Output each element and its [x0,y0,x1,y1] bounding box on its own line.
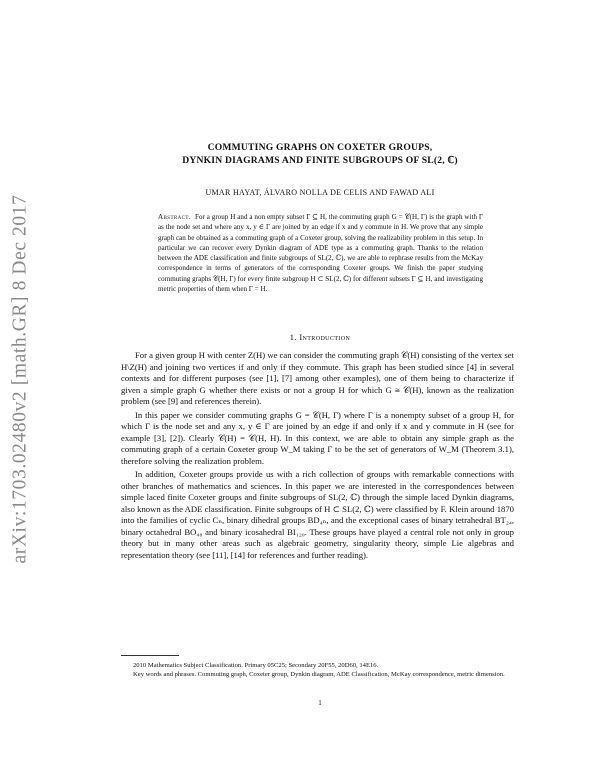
page-number: 1 [318,699,322,707]
abstract-heading: Abstract. [158,213,192,221]
body-text [121,350,514,561]
paragraph: In this paper we consider commuting graphs G = 𝒞(H, Γ) where Γ is a nonempty subset of a group H, for which Γ is the node set and any x, y ∈ Γ are joined by an edge if and only if x and y commute in H (see for example [3], [2]). Clearly 𝒞(H) = 𝒞(H, H). In this context, we are able to obtain any simple graph as the commuting graph of a certain Coxeter group W_M taking Γ to be the set of generators of W_M (Theorem 3.1), therefore solving the realization problem. [121,409,514,466]
paragraph: For a given group H with center Z(H) we can consider the commuting graph 𝒞(H) consisting of the vertex set H\Z(H) and joining two vertices if and only if they commute. This graph has been studied since [4] in several contexts and for different purposes (see [1], [7] among other examples), one of them being to characterize if given a simple graph G whether there exists or not a group H for which G ≅ 𝒞(H), known as the realization problem (see [9] and references therein). [121,350,514,406]
abstract [158,212,483,294]
title-line-1: COMMUTING GRAPHS ON COXETER GROUPS, [207,142,433,153]
footnote-keywords: Key words and phrases. Commuting graph, Coxeter group, Dynkin diagram, ADE Classification, McKay correspondence, metric dimension. [133,671,505,679]
footnotes [121,661,514,680]
title-line-2: DYNKIN DIAGRAMS AND FINITE SUBGROUPS OF SL(2, ℂ) [182,155,458,166]
abstract-text: For a group H and a non empty subset Γ ⊆ H, the commuting graph G = 𝒞(H, Γ) is the graph with Γ as the node set and where any x, y ∈ Γ are joined by an edge if x and y commute in H. We prove that any simple graph can be obtained as a commuting graph of a Coxeter group, solving the realizability problem in this setup. In particular we can recover every Dynkin diagram of ADE type as a commuting graph. Thanks to the relation between the ADE classification and finite subgroups of SL(2, ℂ), we are able to rephrase results from the McKay correspondence in terms of generators of the corresponding Coxeter groups. We finish the paper studying commuting graphs 𝒞(H, Γ) for every finite subgroup H ⊂ SL(2, ℂ) for different subsets Γ ⊆ H, and investigating metric properties of them when Γ = H. [158,213,483,293]
paper-title [90,141,550,167]
paragraph: In addition, Coxeter groups provide us with a rich collection of groups with remarkable connections with other branches of mathematics and sciences. In this paper we are interested in the correspondences between simple laced finite Coxeter groups and finite subgroups of SL(2, ℂ) through the simple laced Dynkin diagrams, also known as the ADE classification. Finite subgroups of H ⊂ SL(2, ℂ) were classified by F. Klein around 1870 into the families of cyclic Cₙ, binary dihedral groups BD₄ₙ, and the exceptional cases of binary tetrahedral BT₂₄, binary octahedral BO₄₈ and binary icosahedral BI₁₂₀. These groups have played a central role not only in group theory but in many other areas such as algebraic geometry, singularity theory, simple Lie algebras and representation theory (see [11], [14] for references and further reading). [121,469,514,560]
section-heading: 1. Introduction [289,333,351,342]
arxiv-side-identifier [2,174,38,584]
authors: UMAR HAYAT, ÁLVARO NOLLA DE CELIS AND FAWAD ALI [205,188,435,197]
arxiv-identifier-text: arXiv:1703.02480v2 [math.GR] 8 Dec 2017 [9,194,30,564]
footnote-classification: 2010 Mathematics Subject Classification. Primary 05C25; Secondary 20F55, 20D60, 14E16. [133,662,379,669]
footnote-rule [121,655,179,656]
